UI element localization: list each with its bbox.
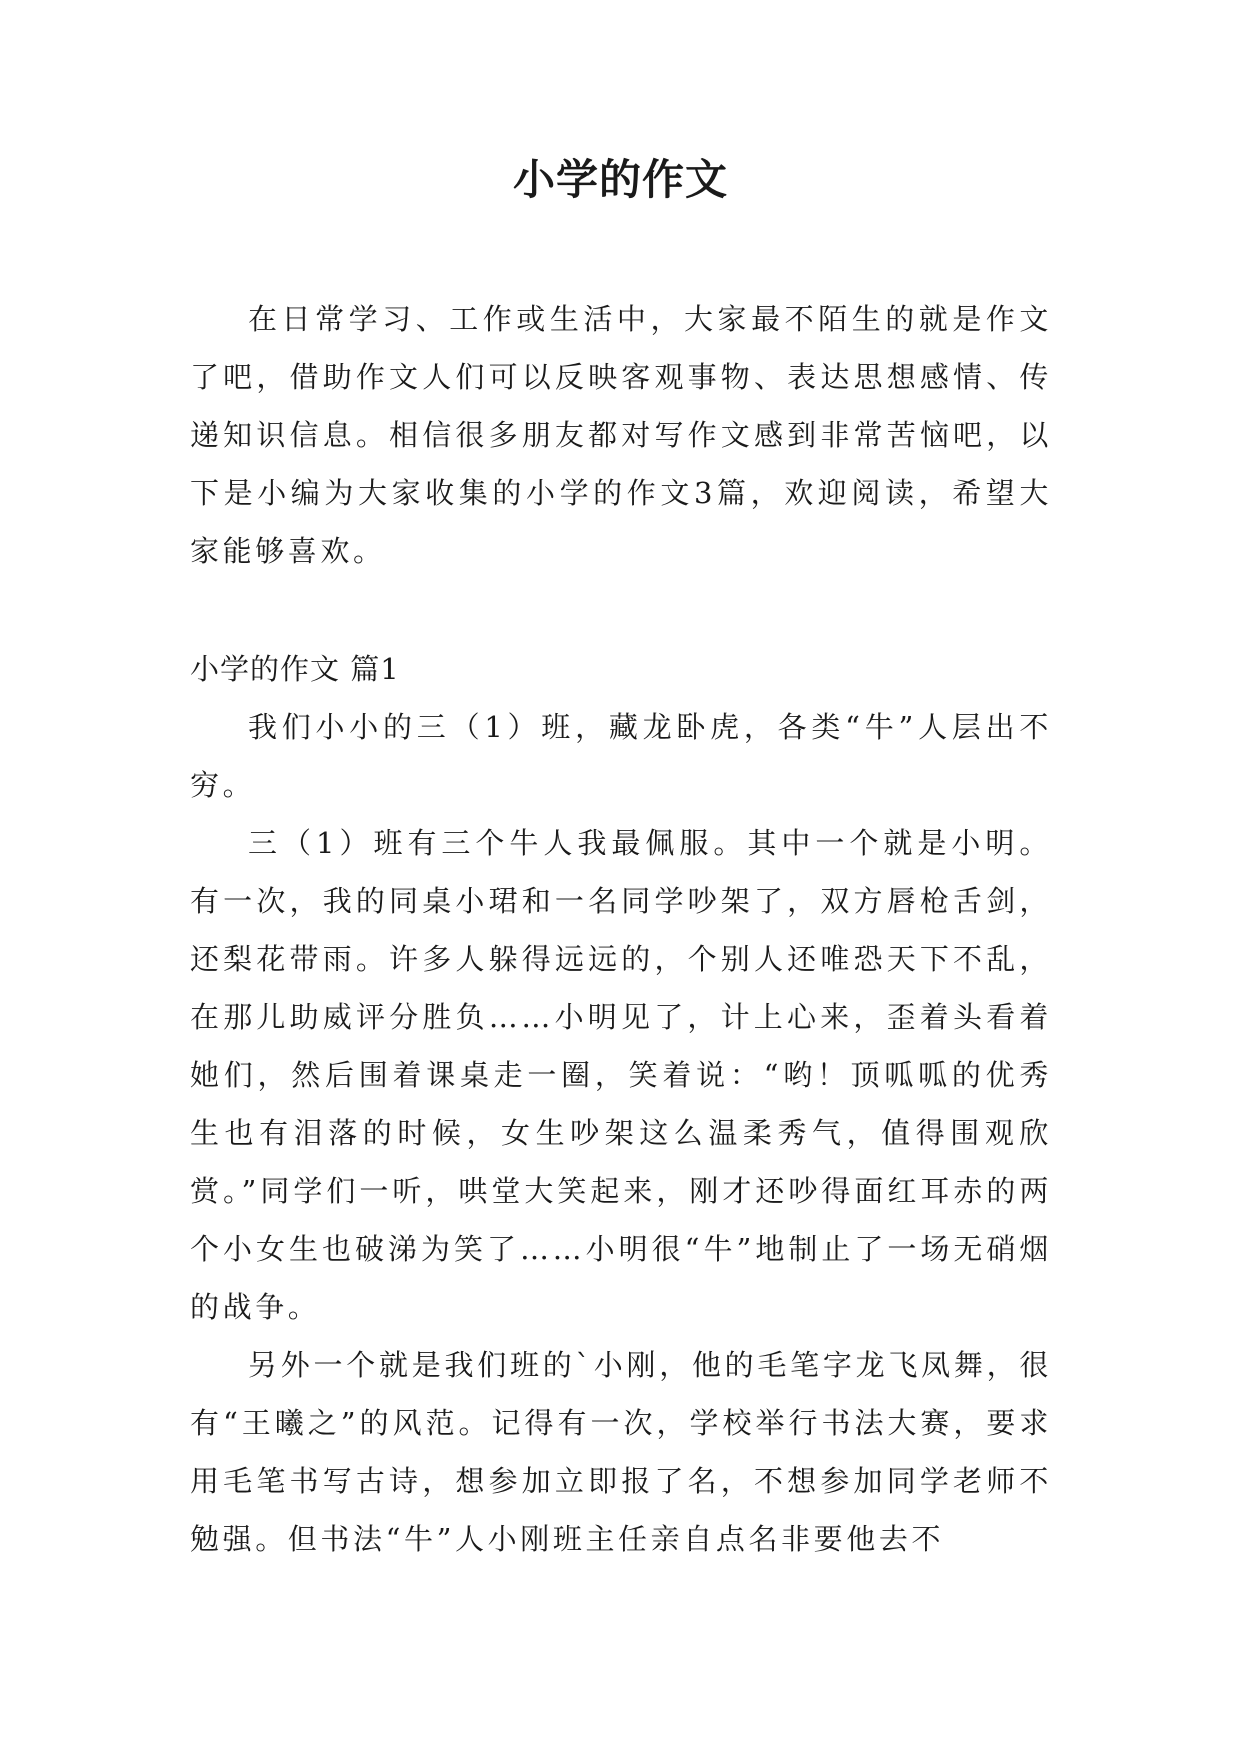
body-paragraph: 另外一个就是我们班的`小刚，他的毛笔字龙飞凤舞，很有“王曦之”的风范。记得有一次，学校举行书法大赛，要求用毛笔书写古诗，想参加立即报了名，不想参加同学老师不勉强。但书法“牛”人小刚班主任亲自点名非要他去不 xyxy=(190,1348,1052,1556)
document-body xyxy=(190,290,1052,1568)
document-title: 小学的作文 xyxy=(512,155,728,204)
body-paragraph: 我们小小的三（1）班，藏龙卧虎，各类“牛”人层出不穷。 xyxy=(190,710,1052,802)
section-heading: 小学的作文 篇1 xyxy=(190,652,400,686)
body-paragraph: 三（1）班有三个牛人我最佩服。其中一个就是小明。有一次，我的同桌小珺和一名同学吵架了，双方唇枪舌剑，还梨花带雨。许多人躲得远远的，个别人还唯恐天下不乱，在那儿助威评分胜负……小明见了，计上心来，歪着头看着她们，然后围着课桌走一圈，笑着说：“哟！顶呱呱的优秀生也有泪落的时候，女生吵架这么温柔秀气，值得围观欣赏。”同学们一听，哄堂大笑起来，刚才还吵得面红耳赤的两个小女生也破涕为笑了……小明很“牛”地制止了一场无硝烟的战争。 xyxy=(190,826,1052,1324)
intro-paragraph: 在日常学习、工作或生活中，大家最不陌生的就是作文了吧，借助作文人们可以反映客观事物、表达思想感情、传递知识信息。相信很多朋友都对写作文感到非常苦恼吧，以下是小编为大家收集的小学的作文3篇，欢迎阅读，希望大家能够喜欢。 xyxy=(190,302,1052,568)
